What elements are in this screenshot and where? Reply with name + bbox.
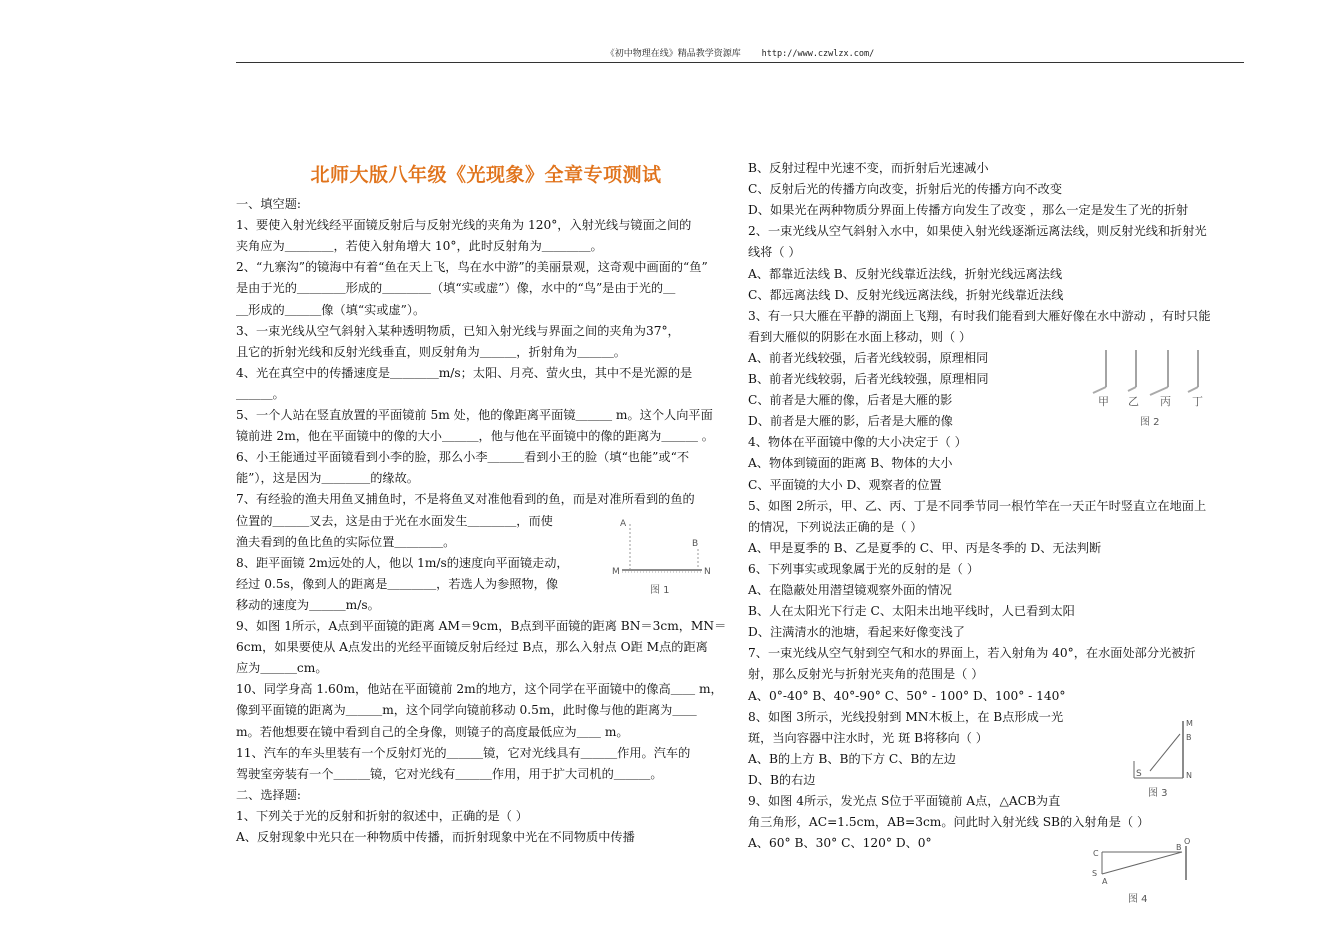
text-line: B、前者光线较弱，后者光线较强，原理相同	[748, 372, 989, 386]
text-line: D、B的右边	[748, 772, 816, 787]
text-line: A、甲是夏季的 B、乙是夏季的 C、甲、丙是冬季的 D、无法判断	[748, 540, 1102, 555]
text-line: C、前者是大雁的像，后者是大雁的影	[748, 393, 953, 408]
text-line: 的情况，下列说法正确的是（ ）	[748, 519, 923, 534]
figure-3	[1120, 716, 1200, 801]
fig2-caption: 图 2	[1140, 417, 1160, 428]
fig1-label-n: N	[704, 567, 711, 577]
text-line: m。若他想要在镜中看到自己的全身像，则镜子的高度最低应为＿＿ m。	[236, 724, 629, 739]
text-line: 能”），这是因为＿＿＿＿的缘故。	[236, 471, 419, 486]
text-line: 是由于光的＿＿＿＿形成的＿＿＿＿（填“实或虚”）像，水中的“鸟”是由于光的＿	[236, 281, 676, 296]
text-line: 射，那么反射光与折射光夹角的范围是（ ）	[748, 667, 984, 682]
text-line: C、都远离法线 D、反射光线远离法线，折射光线靠近法线	[748, 287, 1064, 302]
text-line: 2、“九寨沟”的镜海中有着“鱼在天上飞，鸟在水中游”的美丽景观，这奇观中画面的“鱼”	[236, 260, 708, 275]
text-line: 10、同学身高 1.60m，他站在平面镜前 2m的地方，这个同学在平面镜中的像高＿＿ m，	[236, 682, 723, 697]
text-line: 6cm，如果要使从 A点发出的光经平面镜反射后经过 B点，那么入射点 O距 M点的距离	[236, 640, 708, 655]
text-line: 看到大雁似的阴影在水面上移动，则（ ）	[748, 329, 972, 344]
text-line: D、前者是大雁的影，后者是大雁的像	[748, 414, 953, 429]
text-line: 镜前进 2m，他在平面镜中的像的大小＿＿＿，他与他在平面镜中的像的距离为＿＿＿ 。	[236, 429, 714, 444]
text-line: 9、如图 4所示，发光点 S位于平面镜前 A点，△ACB为直	[748, 794, 1061, 808]
text-line: 3、有一只大雁在平静的湖面上飞翔，有时我们能看到大雁好像在水中游动 ，有时只能	[748, 308, 1211, 323]
text-line: 11、汽车的车头里装有一个反射灯光的＿＿＿镜，它对光线具有＿＿＿作用。汽车的	[236, 745, 691, 760]
text-line: A、B的上方 B、B的下方 C、B的左边	[748, 751, 956, 766]
text-line: 1、下列关于光的反射和折射的叙述中，正确的是（ ）	[236, 808, 528, 823]
text-line: 斑，当向容器中注水时，光 斑 B将移向（ ）	[748, 730, 988, 745]
text-line: 1、要使入射光线经平面镜反射后与反射光线的夹角为 120°，入射光线与镜面之间的	[236, 218, 692, 233]
text-line: 渔夫看到的鱼比鱼的实际位置＿＿＿＿。	[236, 534, 456, 549]
text-line: 7、一束光线从空气射到空气和水的界面上，若入射角为 40°，在水面处部分光被折	[748, 646, 1196, 661]
text-line: D、如果光在两种物质分界面上传播方向发生了改变 ，那么一定是发生了光的折射	[748, 203, 1189, 218]
fig4-label-a: A	[1102, 877, 1108, 886]
fig3-label-b: B	[1186, 733, 1192, 742]
fig3-label-m: M	[1186, 719, 1193, 728]
text-line: 2、一束光线从空气斜射入水中，如果使入射光线逐渐远离法线，则反射光线和折射光	[748, 224, 1207, 239]
text-line: 8、如图 3所示，光线投射到 MN木板上，在 B点形成一光	[748, 709, 1064, 724]
text-line: A、物体到镜面的距离 B、物体的大小	[748, 456, 953, 471]
text-line: B、人在太阳光下行走 C、太阳未出地平线时，人已看到太阳	[748, 604, 1075, 619]
text-line: 像到平面镜的距离为＿＿＿m，这个同学向镜前移动 0.5m，此时像与他的距离为＿＿	[236, 703, 697, 718]
text-line: 6、小王能通过平面镜看到小李的脸，那么小李＿＿＿看到小王的脸（填“也能”或“不	[236, 450, 690, 465]
fig2-label-bing: 丙	[1160, 395, 1171, 408]
text-line: 3、一束光线从空气斜射入某种透明物质，已知入射光线与界面之间的夹角为37°，	[236, 323, 680, 338]
text-line: 角三角形，AC=1.5cm，AB=3cm。问此时入射光线 SB的入射角是（ ）	[748, 815, 1150, 830]
text-line: 经过 0.5s，像到人的距离是＿＿＿＿，若选人为参照物，像	[236, 576, 559, 591]
text-line: 移动的速度为＿＿＿m/s。	[236, 597, 380, 612]
page-header	[236, 48, 1244, 63]
fig1-label-b: B	[692, 539, 699, 549]
text-line: 且它的折射光线和反射光线垂直，则反射角为＿＿＿，折射角为＿＿＿。	[236, 344, 626, 359]
text-line: 应为＿＿＿cm。	[236, 661, 328, 676]
fig4-label-c: C	[1093, 849, 1099, 858]
fig2-label-yi: 乙	[1128, 395, 1139, 408]
text-line: 5、一个人站在竖直放置的平面镜前 5m 处，他的像距离平面镜＿＿＿ m。这个人向平面	[236, 408, 713, 422]
page-title: 北师大版八年级《光现象》全章专项测试	[310, 164, 662, 186]
fig3-caption: 图 3	[1148, 788, 1168, 799]
text-line: A、都靠近法线 B、反射光线靠近法线，折射光线远离法线	[748, 266, 1063, 281]
fig1-label-m: M	[612, 567, 620, 577]
fig2-label-jia: 甲	[1098, 395, 1109, 408]
fig4-label-o: O	[1184, 837, 1191, 846]
text-line: 线将（ ）	[748, 245, 801, 260]
text-line: 驾驶室旁装有一个＿＿＿镜，它对光线有＿＿＿作用，用于扩大司机的＿＿＿。	[236, 766, 663, 781]
figure-1	[610, 514, 720, 594]
text-line: B、反射过程中光速不变，而折射后光速减小	[748, 161, 989, 175]
text-line: D、注满清水的池塘，看起来好像变浅了	[748, 625, 965, 640]
text-line: 位置的＿＿＿叉去，这是由于光在水面发生＿＿＿＿，而使	[236, 513, 553, 528]
text-line: 9、如图 1所示，A点到平面镜的距离 AM＝9cm，B点到平面镜的距离 BN＝3cm，MN＝	[236, 619, 727, 633]
figure-2	[1088, 345, 1213, 430]
text-line: 5、如图 2所示，甲、乙、丙、丁是不同季节同一根竹竿在一天正午时竖直立在地面上	[748, 498, 1207, 513]
text-line: C、平面镜的大小 D、观察者的位置	[748, 477, 942, 492]
text-line: ＿形成的＿＿＿像（填“实或虚”）。	[236, 302, 426, 317]
text-line: 4、物体在平面镜中像的大小决定于（ ）	[748, 435, 967, 450]
text-line: 一、填空题:	[236, 197, 302, 211]
text-line: 二、选择题:	[236, 787, 302, 802]
text-line: A、60° B、30° C、120° D、0°	[748, 836, 932, 851]
header-site: 《初中物理在线》精品教学资源库	[605, 49, 741, 59]
text-line: 6、下列事实或现象属于光的反射的是（ ）	[748, 561, 980, 576]
text-line: 7、有经验的渔夫用鱼叉捕鱼时，不是将鱼叉对准他看到的鱼，而是对准所看到的鱼的	[236, 492, 695, 507]
fig3-label-s: S	[1136, 769, 1142, 779]
figure-4	[1088, 837, 1200, 908]
text-line: 夹角应为＿＿＿＿，若使入射角增大 10°，此时反射角为＿＿＿＿。	[236, 239, 603, 254]
text-line: A、前者光线较强，后者光线较弱，原理相同	[748, 350, 989, 365]
text-line: A、0°-40° B、40°-90° C、50° - 100° D、100° - 140°	[748, 688, 1066, 703]
fig2-label-ding: 丁	[1192, 395, 1203, 408]
text-line: ＿＿＿。	[236, 386, 285, 401]
text-line: C、反射后光的传播方向改变，折射后光的传播方向不改变	[748, 182, 1063, 197]
fig1-caption: 图 1	[650, 585, 670, 596]
fig3-label-n: N	[1186, 771, 1192, 780]
text-line: A、反射现象中光只在一种物质中传播，而折射现象中光在不同物质中传播	[236, 830, 635, 844]
fig4-label-b: B	[1176, 843, 1182, 852]
fig4-label-s: S	[1092, 869, 1098, 878]
text-line: 4、光在真空中的传播速度是＿＿＿＿m/s；太阳、月亮、萤火虫，其中不是光源的是	[236, 365, 693, 380]
header-url: http://www.czwlzx.com/	[761, 49, 875, 59]
text-line: 8、距平面镜 2m远处的人，他以 1m/s的速度向平面镜走动，	[236, 555, 569, 570]
text-line: A、在隐蔽处用潜望镜观察外面的情况	[748, 583, 952, 597]
fig1-label-a: A	[620, 519, 627, 529]
fig4-caption: 图 4	[1128, 894, 1148, 905]
